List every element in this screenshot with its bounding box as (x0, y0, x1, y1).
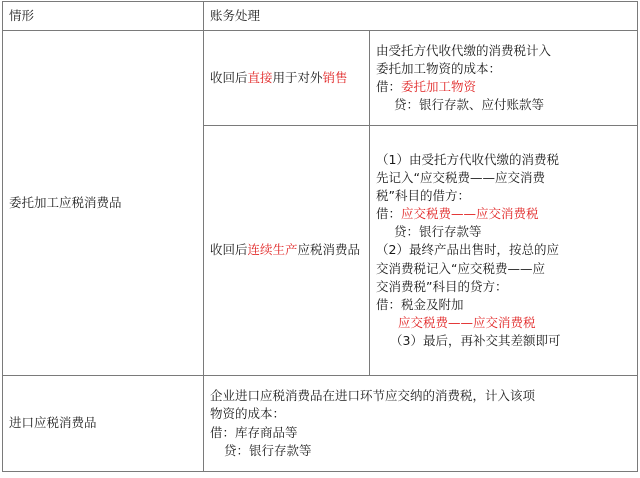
debit-label: 借： (376, 79, 402, 94)
table-row (3, 31, 638, 126)
case-highlight: 直接 (247, 69, 273, 85)
case-highlight: 销售 (322, 69, 348, 85)
situation-consigned-processing: 委托加工应税消费品 (3, 31, 204, 376)
debit-account: 应交税费——应交消费税 (401, 206, 539, 222)
case-continued-production (204, 126, 370, 376)
debit-entry (376, 205, 631, 223)
credit-entry: 贷：银行存款等 (224, 442, 312, 458)
treatment-line: 税”科目的借方： (376, 188, 470, 204)
header-treatment: 账务处理 (204, 2, 638, 31)
table-header-row (3, 2, 638, 31)
treatment-line: 交消费税”科目的贷方： (376, 278, 508, 294)
case-text: 应税消费品 (297, 242, 361, 258)
treatment-line: （1）由受托方代收代缴的消费税 (376, 151, 559, 167)
debit-entry (376, 78, 631, 96)
treatment-import (204, 376, 638, 472)
credit-entry: 贷：银行存款、应付账款等 (394, 97, 545, 113)
case-direct-sale (204, 31, 370, 126)
treatment-line: （3）最后，再补交其差额即可 (390, 333, 561, 349)
treatment-line: 先记入“应交税费——应交消费 (376, 169, 545, 185)
accounting-table (2, 1, 638, 472)
situation-import: 进口应税消费品 (3, 376, 204, 472)
treatment-continued-production (370, 126, 638, 376)
treatment-direct-sale (370, 31, 638, 126)
table-row (3, 376, 638, 472)
case-highlight: 连续生产 (247, 242, 298, 258)
treatment-line: 企业进口应税消费品在进口环节应交纳的消费税，计入该项 (210, 388, 536, 404)
header-situation: 情形 (3, 2, 204, 31)
credit-entry: 贷：银行存款等 (394, 224, 482, 240)
case-text: 收回后 (210, 242, 248, 258)
debit-entry: 借：库存商品等 (210, 424, 298, 440)
treatment-line: 委托加工物资的成本： (376, 60, 502, 76)
credit-entry: 应交税费——应交消费税 (398, 314, 536, 330)
treatment-line: （2）最终产品出售时，按总的应 (376, 242, 559, 258)
treatment-line: 交消费税记入“应交税费——应 (376, 260, 545, 276)
treatment-line: 物资的成本： (210, 406, 286, 422)
case-text: 收回后 (210, 69, 248, 85)
treatment-line: 由受托方代收代缴的消费税计入 (376, 42, 552, 58)
case-text: 用于对外 (272, 69, 323, 85)
debit-label: 借： (376, 206, 402, 222)
debit-entry: 借：税金及附加 (376, 296, 464, 312)
debit-account: 委托加工物资 (401, 79, 477, 94)
